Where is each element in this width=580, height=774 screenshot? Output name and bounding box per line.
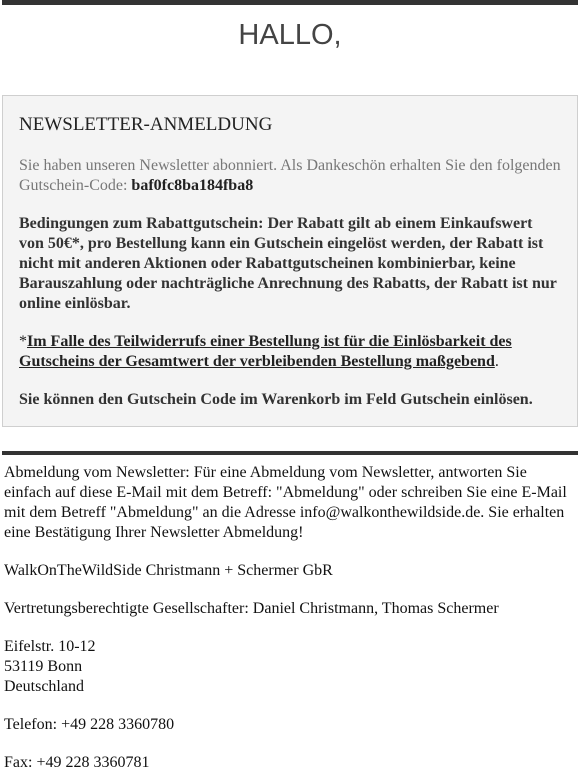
representatives: Vertretungsberechtigte Gesellschafter: Daniel Christmann, Thomas Schermer: [4, 600, 499, 617]
footer: [0, 455, 580, 773]
card-title: NEWSLETTER-ANMELDUNG: [19, 114, 273, 135]
voucher-conditions: Bedingungen zum Rabattgutschein: Der Rabatt gilt ab einem Einkaufswert von 50€*, pro Bestellung kann ein Gutschein eingelöst werden, der Rabatt ist nicht mit anderen Aktionen oder Rabattgutscheinen kombinierbar, keine Barauszahlung oder nachträgliche Anrechnung des Rabatts, der Rabatt ist nur online einlösbar.: [19, 215, 557, 312]
address-street: Eifelstr. 10-12: [4, 638, 96, 655]
note-period: .: [494, 353, 499, 370]
partial-return-note: [19, 332, 561, 372]
fax-number: Fax: +49 228 3360781: [4, 754, 150, 771]
partial-return-link[interactable]: Im Falle des Teilwiderrufs einer Bestellung ist für die Einlösbarkeit des Gutscheins der Gesamtwert der verbleibenden Bestellung maßgebend: [19, 333, 512, 370]
voucher-intro-text: Sie haben unseren Newsletter abonniert. Als Dankeschön erhalten Sie den folgenden Gutschein-Code:: [19, 157, 561, 194]
top-divider: [2, 0, 578, 5]
phone-number: Telefon: +49 228 3360780: [4, 716, 175, 733]
company-name: WalkOnTheWildSide Christmann + Schermer GbR: [4, 562, 333, 579]
greeting-heading: HALLO,: [238, 19, 342, 51]
address-country: Deutschland: [4, 678, 84, 695]
redeem-instructions: Sie können den Gutschein Code im Warenkorb im Feld Gutschein einlösen.: [19, 391, 533, 408]
note-asterisk: *: [19, 333, 27, 350]
address-block: [4, 637, 576, 697]
voucher-code[interactable]: baf0fc8ba184fba8: [131, 177, 254, 194]
voucher-intro: [19, 156, 561, 196]
newsletter-card: [2, 95, 578, 427]
unsubscribe-text: Abmeldung vom Newsletter: Für eine Abmeldung vom Newsletter, antworten Sie einfach auf diese E-Mail mit dem Betreff: "Abmeldung" oder schreiben Sie eine E-Mail mit dem Betreff "Abmeldung" an die Adresse info@walkonthewildside.de. Sie erhalten eine Bestätigung Ihrer Newsletter Abmeldung!: [4, 464, 567, 541]
address-city: 53119 Bonn: [4, 658, 83, 675]
